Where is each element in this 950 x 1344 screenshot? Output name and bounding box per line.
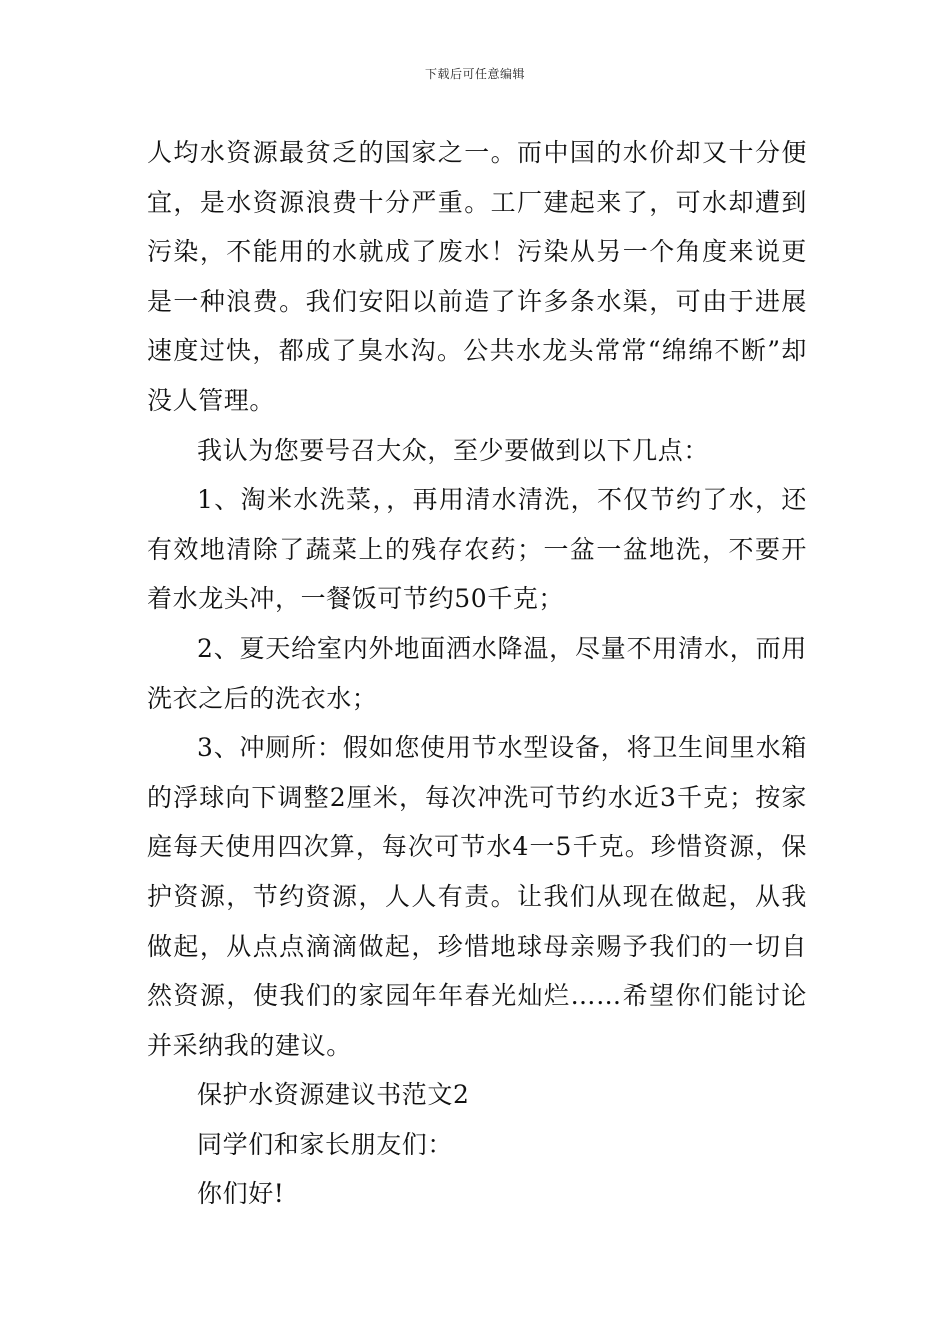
paragraph-suggestions-intro: 我认为您要号召大众，至少要做到以下几点： [197, 435, 710, 465]
paragraph-water-scarcity: 人均水资源最贫乏的国家之一。而中国的水价却又十分便宜，是水资源浪费十分严重。工厂建起来了，可水却遭到污染，不能用的水就成了废水！污染从另一个角度来说更是一种浪费。我们安阳以前造了许多条水渠，可由于进展速度过快，都成了臭水沟。公共水龙头常常“绵绵不断”却没人管理。 [147, 138, 807, 415]
section-title: 保护水资源建议书范文2 [197, 1080, 470, 1110]
paragraph-suggestion-1: 1、淘米水洗菜，，再用清水清洗，不仅节约了水，还有效地清除了蔬菜上的残存农药；一盆一盆地洗，不要开着水龙头冲，一餐饭可节约50千克； [147, 485, 807, 614]
page-header: 下载后可任意编辑 [424, 67, 525, 81]
document-body [147, 128, 807, 1219]
salutation: 同学们和家长朋友们： [197, 1129, 454, 1159]
paragraph-suggestion-3: 3、冲厕所：假如您使用节水型设备，将卫生间里水箱的浮球向下调整2厘米，每次冲洗可节约水近3千克；按家庭每天使用四次算，每次可节水4一5千克。珍惜资源，保护资源，节约资源，人人有责。让我们从现在做起，从我做起，从点点滴滴做起，珍惜地球母亲赐予我们的一切自然资源，使我们的家园年年春光灿烂……希望你们能讨论并采纳我的建议。 [147, 733, 807, 1060]
greeting: 你们好! [197, 1179, 285, 1209]
paragraph-suggestion-2: 2、夏天给室内外地面洒水降温，尽量不用清水，而用洗衣之后的洗衣水； [147, 633, 807, 713]
